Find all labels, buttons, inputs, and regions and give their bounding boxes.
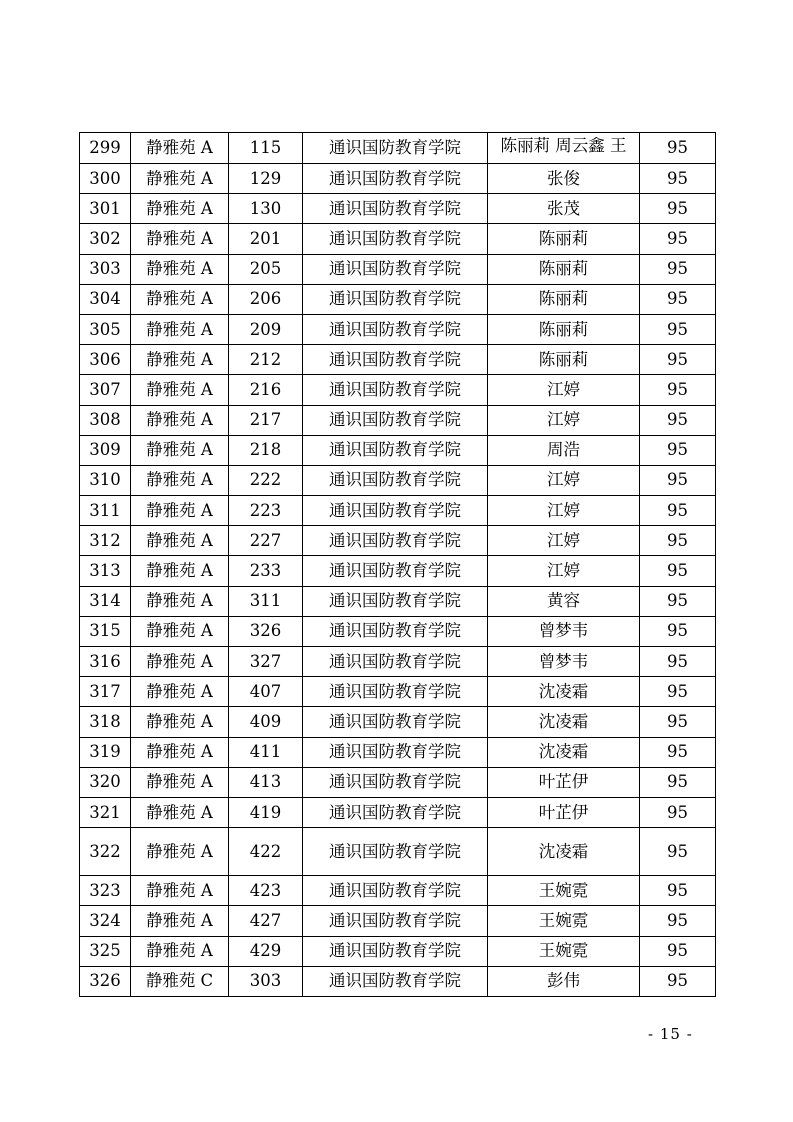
building-cell: 静雅苑 A	[131, 133, 229, 164]
college-cell: 通识国防教育学院	[303, 647, 488, 677]
building-cell: 静雅苑 A	[131, 465, 229, 495]
room-cell: 409	[229, 707, 303, 737]
college-cell: 通识国防教育学院	[303, 876, 488, 906]
room-cell: 223	[229, 496, 303, 526]
row-number: 301	[80, 194, 131, 224]
score-cell: 95	[640, 707, 716, 737]
building-cell: 静雅苑 A	[131, 737, 229, 767]
table-row	[80, 194, 716, 224]
college-cell: 通识国防教育学院	[303, 616, 488, 646]
teacher-cell: 陈丽莉	[488, 254, 640, 284]
score-cell: 95	[640, 797, 716, 827]
room-cell: 407	[229, 677, 303, 707]
score-cell: 95	[640, 936, 716, 966]
score-cell: 95	[640, 405, 716, 435]
college-cell: 通识国防教育学院	[303, 164, 488, 194]
row-number: 305	[80, 314, 131, 344]
room-cell: 217	[229, 405, 303, 435]
teacher-cell: 叶芷伊	[488, 797, 640, 827]
score-cell: 95	[640, 345, 716, 375]
building-cell: 静雅苑 A	[131, 828, 229, 876]
page-number: - 15 -	[648, 1025, 693, 1043]
room-cell: 129	[229, 164, 303, 194]
teacher-cell: 陈丽莉 周云鑫 王	[488, 133, 640, 164]
row-number: 316	[80, 647, 131, 677]
score-cell: 95	[640, 556, 716, 586]
table-row	[80, 936, 716, 966]
table-row	[80, 224, 716, 254]
room-cell: 227	[229, 526, 303, 556]
college-cell: 通识国防教育学院	[303, 828, 488, 876]
teacher-cell: 陈丽莉	[488, 345, 640, 375]
room-cell: 130	[229, 194, 303, 224]
score-cell: 95	[640, 526, 716, 556]
college-cell: 通识国防教育学院	[303, 797, 488, 827]
room-cell: 222	[229, 465, 303, 495]
teacher-cell: 叶芷伊	[488, 767, 640, 797]
table-row	[80, 767, 716, 797]
college-cell: 通识国防教育学院	[303, 556, 488, 586]
score-cell: 95	[640, 677, 716, 707]
score-cell: 95	[640, 465, 716, 495]
row-number: 314	[80, 586, 131, 616]
building-cell: 静雅苑 A	[131, 647, 229, 677]
teacher-cell: 陈丽莉	[488, 314, 640, 344]
college-cell: 通识国防教育学院	[303, 906, 488, 936]
teacher-cell: 张茂	[488, 194, 640, 224]
room-cell: 218	[229, 435, 303, 465]
score-cell: 95	[640, 284, 716, 314]
row-number: 307	[80, 375, 131, 405]
row-number: 321	[80, 797, 131, 827]
college-cell: 通识国防教育学院	[303, 936, 488, 966]
teacher-cell: 江婷	[488, 465, 640, 495]
row-number: 309	[80, 435, 131, 465]
row-number: 319	[80, 737, 131, 767]
building-cell: 静雅苑 A	[131, 284, 229, 314]
college-cell: 通识国防教育学院	[303, 737, 488, 767]
table-body	[80, 133, 716, 997]
college-cell: 通识国防教育学院	[303, 966, 488, 996]
teacher-cell: 陈丽莉	[488, 224, 640, 254]
teacher-cell: 曾梦韦	[488, 647, 640, 677]
college-cell: 通识国防教育学院	[303, 405, 488, 435]
room-cell: 212	[229, 345, 303, 375]
score-cell: 95	[640, 496, 716, 526]
score-cell: 95	[640, 737, 716, 767]
teacher-cell: 江婷	[488, 526, 640, 556]
row-number: 306	[80, 345, 131, 375]
teacher-cell: 周浩	[488, 435, 640, 465]
table-row	[80, 314, 716, 344]
building-cell: 静雅苑 A	[131, 345, 229, 375]
college-cell: 通识国防教育学院	[303, 133, 488, 164]
teacher-cell: 沈凌霜	[488, 707, 640, 737]
teacher-cell: 王婉霓	[488, 936, 640, 966]
row-number: 308	[80, 405, 131, 435]
row-number: 324	[80, 906, 131, 936]
college-cell: 通识国防教育学院	[303, 526, 488, 556]
building-cell: 静雅苑 A	[131, 375, 229, 405]
score-cell: 95	[640, 224, 716, 254]
building-cell: 静雅苑 A	[131, 586, 229, 616]
room-cell: 303	[229, 966, 303, 996]
table-row	[80, 966, 716, 996]
score-cell: 95	[640, 647, 716, 677]
building-cell: 静雅苑 C	[131, 966, 229, 996]
score-cell: 95	[640, 767, 716, 797]
table-row	[80, 375, 716, 405]
row-number: 303	[80, 254, 131, 284]
teacher-cell: 江婷	[488, 496, 640, 526]
score-cell: 95	[640, 194, 716, 224]
college-cell: 通识国防教育学院	[303, 345, 488, 375]
teacher-cell: 彭伟	[488, 966, 640, 996]
row-number: 326	[80, 966, 131, 996]
building-cell: 静雅苑 A	[131, 936, 229, 966]
row-number: 313	[80, 556, 131, 586]
row-number: 311	[80, 496, 131, 526]
room-cell: 115	[229, 133, 303, 164]
table-row	[80, 164, 716, 194]
college-cell: 通识国防教育学院	[303, 586, 488, 616]
college-cell: 通识国防教育学院	[303, 224, 488, 254]
room-cell: 411	[229, 737, 303, 767]
college-cell: 通识国防教育学院	[303, 435, 488, 465]
table-row	[80, 677, 716, 707]
room-cell: 419	[229, 797, 303, 827]
table-row	[80, 616, 716, 646]
row-number: 312	[80, 526, 131, 556]
room-cell: 423	[229, 876, 303, 906]
college-cell: 通识国防教育学院	[303, 314, 488, 344]
college-cell: 通识国防教育学院	[303, 254, 488, 284]
building-cell: 静雅苑 A	[131, 224, 229, 254]
table-row	[80, 737, 716, 767]
table-row	[80, 133, 716, 164]
table-row	[80, 586, 716, 616]
table-row	[80, 707, 716, 737]
score-cell: 95	[640, 616, 716, 646]
college-cell: 通识国防教育学院	[303, 375, 488, 405]
building-cell: 静雅苑 A	[131, 405, 229, 435]
teacher-cell: 沈凌霜	[488, 737, 640, 767]
table-row	[80, 556, 716, 586]
college-cell: 通识国防教育学院	[303, 677, 488, 707]
row-number: 310	[80, 465, 131, 495]
college-cell: 通识国防教育学院	[303, 465, 488, 495]
row-number: 300	[80, 164, 131, 194]
room-cell: 206	[229, 284, 303, 314]
teacher-cell: 沈凌霜	[488, 677, 640, 707]
room-cell: 427	[229, 906, 303, 936]
table-row	[80, 526, 716, 556]
teacher-cell: 江婷	[488, 405, 640, 435]
row-number: 323	[80, 876, 131, 906]
table-row	[80, 828, 716, 876]
building-cell: 静雅苑 A	[131, 556, 229, 586]
college-cell: 通识国防教育学院	[303, 707, 488, 737]
building-cell: 静雅苑 A	[131, 526, 229, 556]
building-cell: 静雅苑 A	[131, 496, 229, 526]
score-cell: 95	[640, 906, 716, 936]
row-number: 302	[80, 224, 131, 254]
teacher-cell: 黄容	[488, 586, 640, 616]
teacher-cell: 江婷	[488, 556, 640, 586]
teacher-cell: 王婉霓	[488, 876, 640, 906]
row-number: 325	[80, 936, 131, 966]
building-cell: 静雅苑 A	[131, 707, 229, 737]
college-cell: 通识国防教育学院	[303, 496, 488, 526]
teacher-cell: 沈凌霜	[488, 828, 640, 876]
building-cell: 静雅苑 A	[131, 435, 229, 465]
college-cell: 通识国防教育学院	[303, 194, 488, 224]
table-row	[80, 405, 716, 435]
table-row	[80, 797, 716, 827]
table-row	[80, 647, 716, 677]
table-row	[80, 465, 716, 495]
row-number: 318	[80, 707, 131, 737]
table-row	[80, 345, 716, 375]
teacher-cell: 江婷	[488, 375, 640, 405]
row-number: 322	[80, 828, 131, 876]
score-cell: 95	[640, 876, 716, 906]
building-cell: 静雅苑 A	[131, 314, 229, 344]
room-cell: 205	[229, 254, 303, 284]
room-cell: 422	[229, 828, 303, 876]
score-cell: 95	[640, 164, 716, 194]
teacher-cell: 王婉霓	[488, 906, 640, 936]
building-cell: 静雅苑 A	[131, 194, 229, 224]
row-number: 299	[80, 133, 131, 164]
row-number: 320	[80, 767, 131, 797]
table-row	[80, 496, 716, 526]
room-cell: 216	[229, 375, 303, 405]
room-cell: 233	[229, 556, 303, 586]
room-cell: 326	[229, 616, 303, 646]
building-cell: 静雅苑 A	[131, 616, 229, 646]
row-number: 317	[80, 677, 131, 707]
table-row	[80, 876, 716, 906]
room-cell: 429	[229, 936, 303, 966]
room-cell: 209	[229, 314, 303, 344]
teacher-cell: 陈丽莉	[488, 284, 640, 314]
table-row	[80, 254, 716, 284]
score-cell: 95	[640, 254, 716, 284]
teacher-cell: 曾梦韦	[488, 616, 640, 646]
table-row	[80, 906, 716, 936]
college-cell: 通识国防教育学院	[303, 284, 488, 314]
score-cell: 95	[640, 133, 716, 164]
building-cell: 静雅苑 A	[131, 164, 229, 194]
college-cell: 通识国防教育学院	[303, 767, 488, 797]
building-cell: 静雅苑 A	[131, 876, 229, 906]
table-row	[80, 284, 716, 314]
score-cell: 95	[640, 586, 716, 616]
building-cell: 静雅苑 A	[131, 677, 229, 707]
room-cell: 201	[229, 224, 303, 254]
row-number: 304	[80, 284, 131, 314]
table-row	[80, 435, 716, 465]
room-cell: 311	[229, 586, 303, 616]
score-cell: 95	[640, 314, 716, 344]
building-cell: 静雅苑 A	[131, 797, 229, 827]
building-cell: 静雅苑 A	[131, 906, 229, 936]
score-cell: 95	[640, 435, 716, 465]
score-cell: 95	[640, 966, 716, 996]
building-cell: 静雅苑 A	[131, 767, 229, 797]
row-number: 315	[80, 616, 131, 646]
teacher-cell: 张俊	[488, 164, 640, 194]
score-cell: 95	[640, 828, 716, 876]
score-cell: 95	[640, 375, 716, 405]
dormitory-table	[79, 132, 716, 997]
room-cell: 413	[229, 767, 303, 797]
room-cell: 327	[229, 647, 303, 677]
building-cell: 静雅苑 A	[131, 254, 229, 284]
